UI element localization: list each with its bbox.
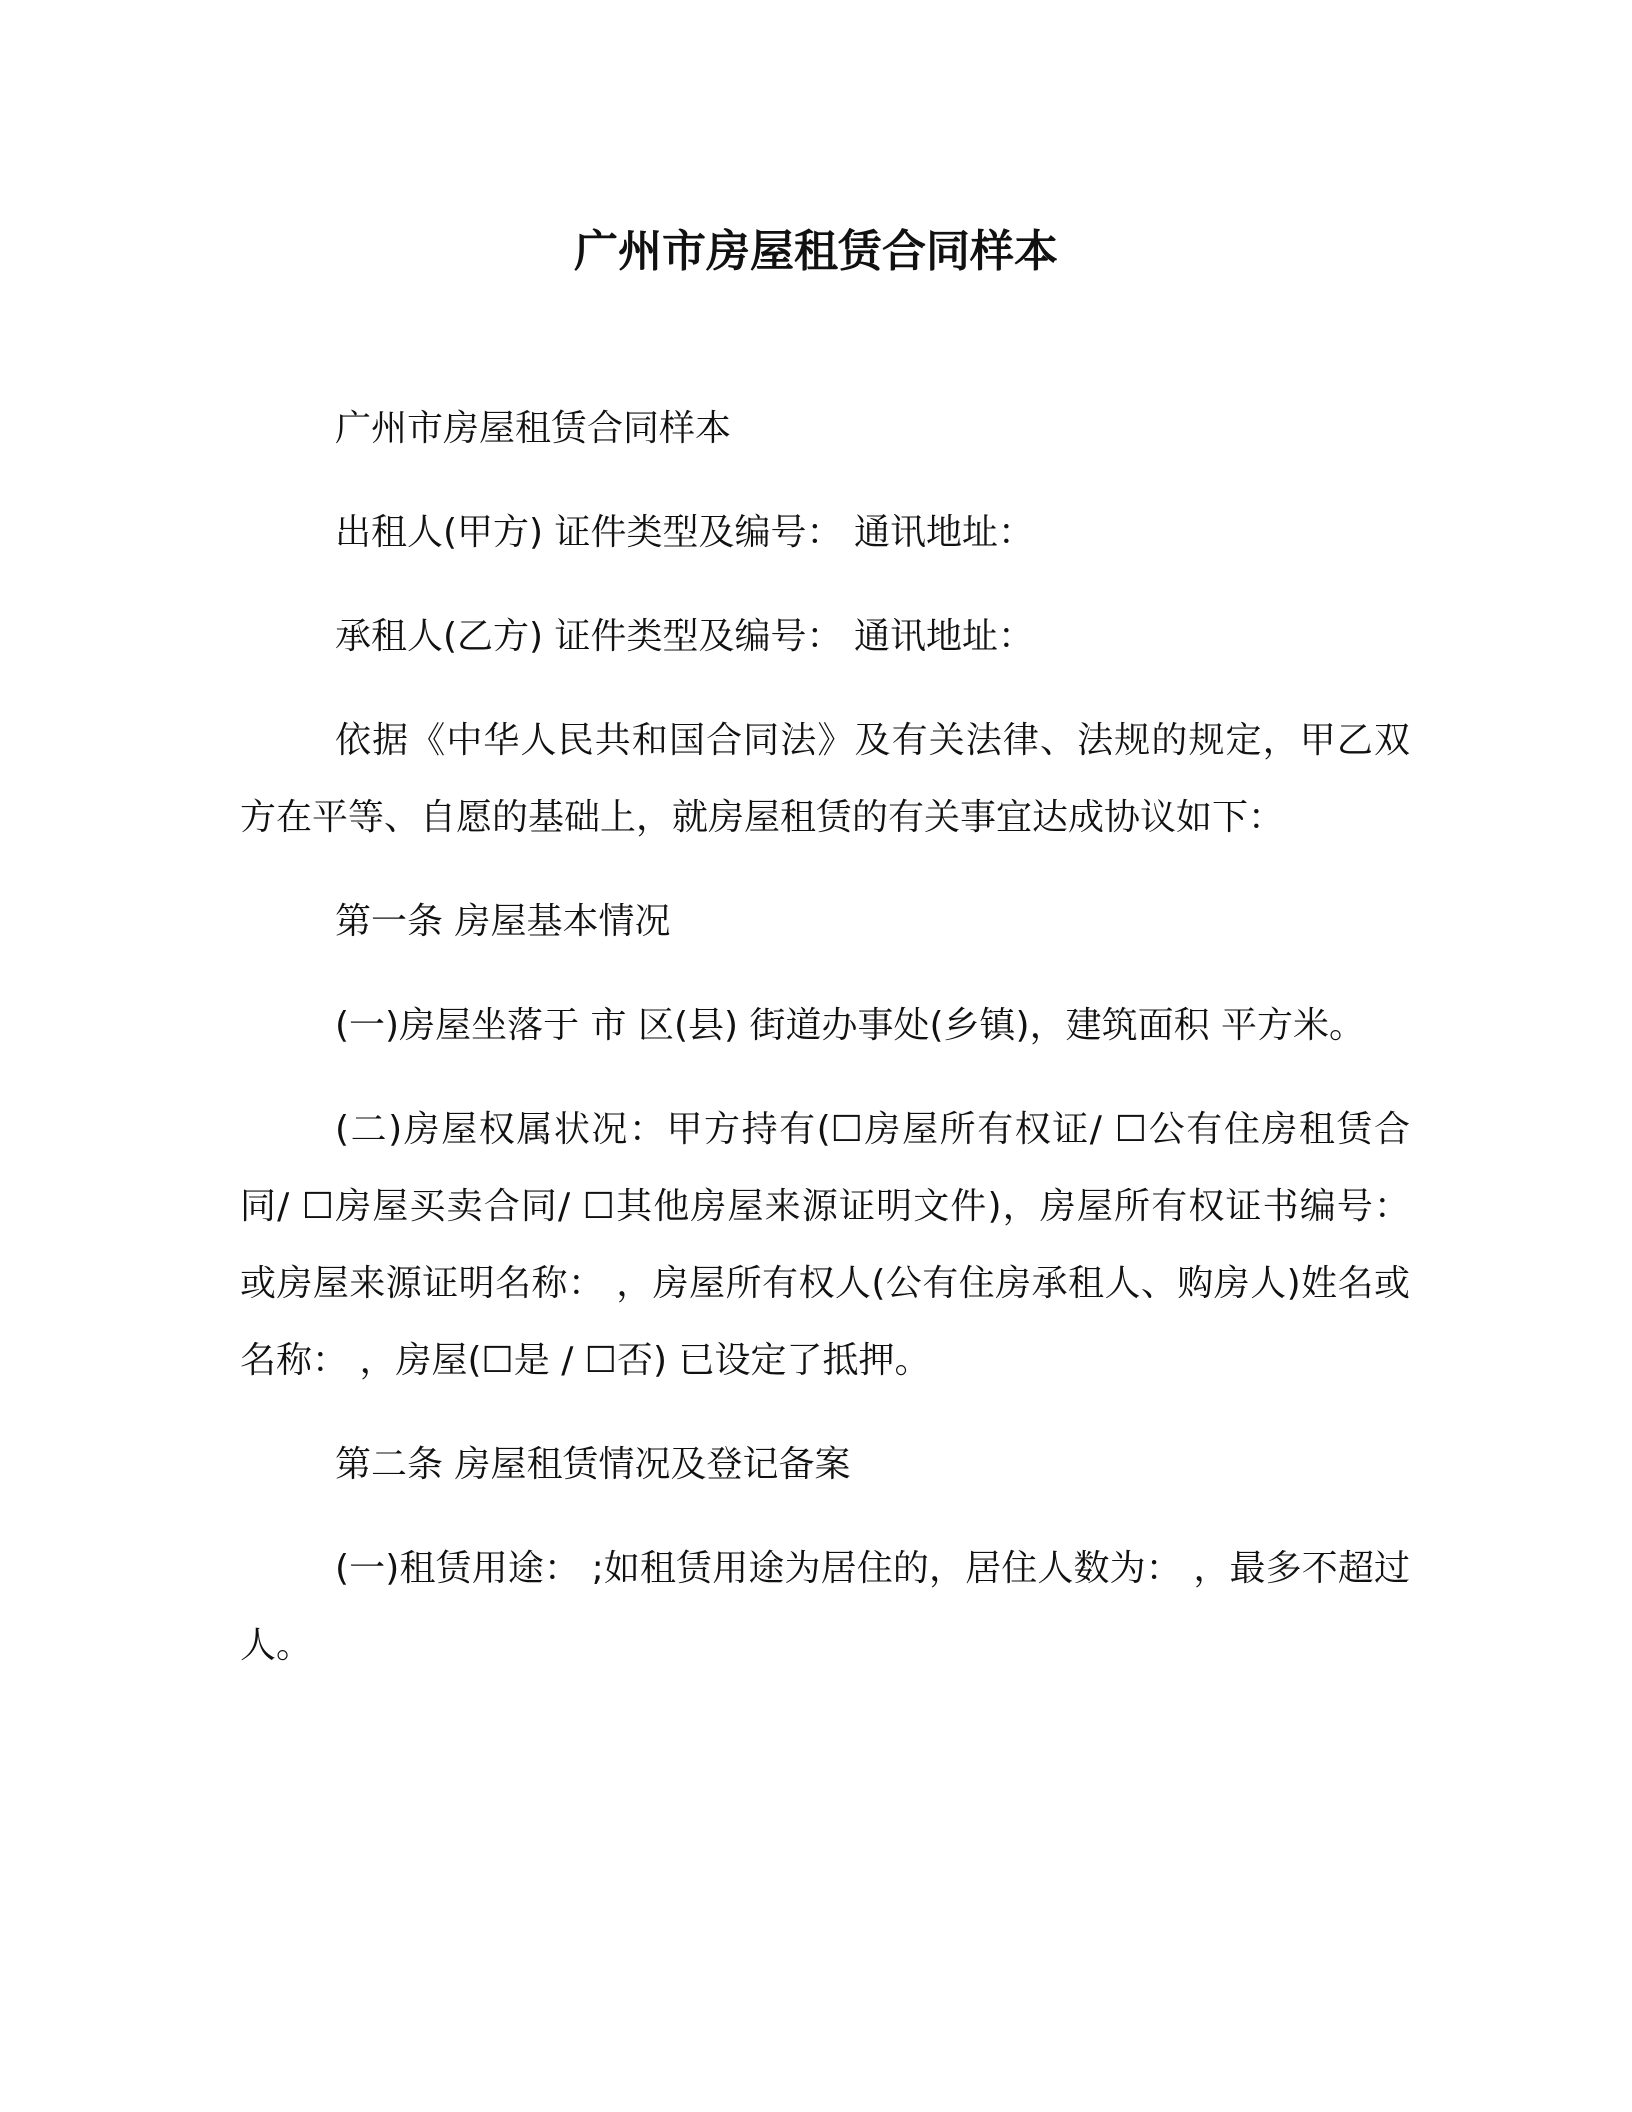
article-2-heading: 第二条 房屋租赁情况及登记备案	[335, 1444, 851, 1485]
paragraph-lessee: 承租人(乙方) 证件类型及编号： 通讯地址：	[335, 616, 1034, 657]
article-1-heading: 第一条 房屋基本情况	[335, 901, 671, 942]
article-1-clause-1: (一)房屋坐落于 市 区(县) 街道办事处(乡镇)，建筑面积 平方米。	[335, 1005, 1366, 1046]
document-title: 广州市房屋租赁合同样本	[574, 226, 1058, 277]
article-1-clause-2: (二)房屋权属状况：甲方持有(☐房屋所有权证/ ☐公有住房租赁合同/ ☐房屋买卖合同/ ☐其他房屋来源证明文件)，房屋所有权证书编号： 或房屋来源证明名称： ，房屋所有权人(公有住房承租人、购房人)姓名或名称： ，房屋(☐是 / ☐否) 已设定了抵押。	[240, 1109, 1410, 1381]
paragraph-lessor: 出租人(甲方) 证件类型及编号： 通讯地址：	[335, 512, 1034, 553]
document-body	[240, 390, 1410, 1711]
paragraph-preamble: 依据《中华人民共和国合同法》及有关法律、法规的规定，甲乙双方在平等、自愿的基础上，就房屋租赁的有关事宜达成协议如下：	[240, 720, 1410, 838]
article-2-clause-1: (一)租赁用途： ;如租赁用途为居住的，居住人数为： ，最多不超过 人。	[240, 1548, 1410, 1666]
paragraph-subtitle: 广州市房屋租赁合同样本	[335, 408, 732, 449]
